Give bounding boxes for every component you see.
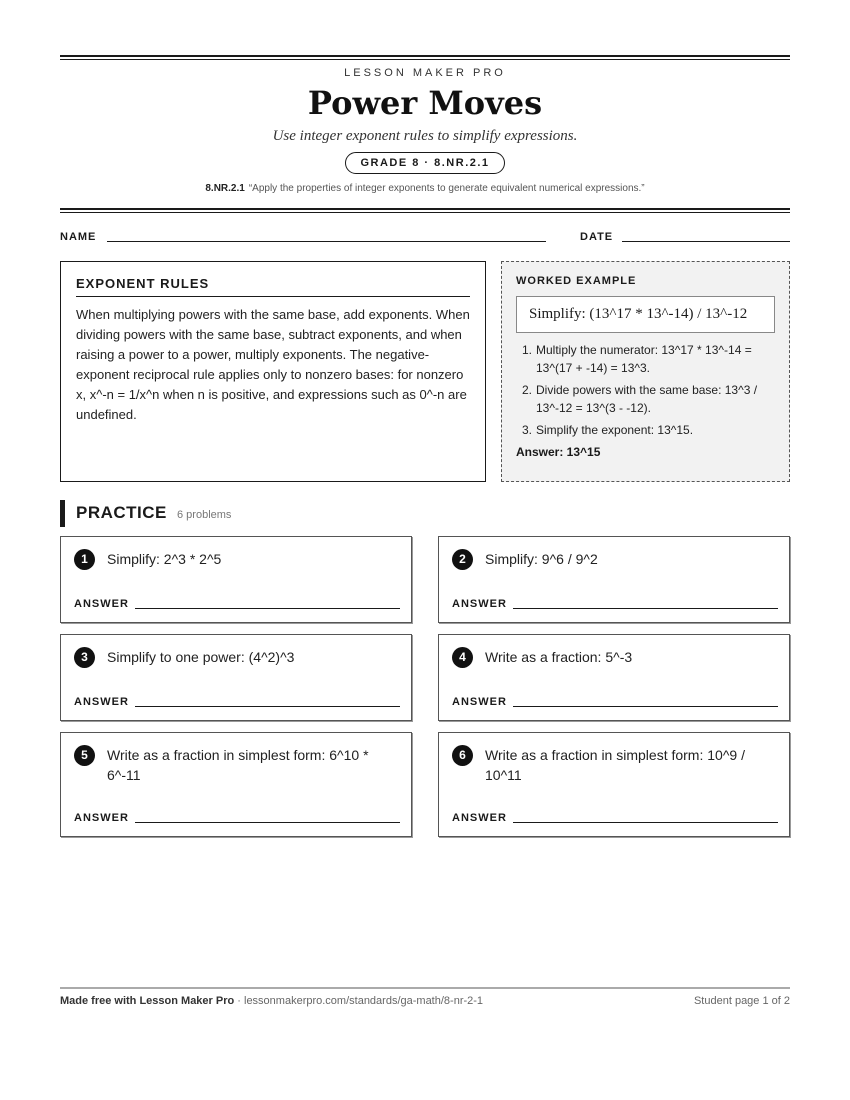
practice-accent-bar: [60, 500, 65, 527]
exponent-rules-box: [60, 261, 486, 482]
problem-number: 5: [74, 745, 95, 766]
problem-number: 4: [452, 647, 473, 668]
answer-field[interactable]: [135, 608, 400, 609]
worked-example-answer: Answer: 13^15: [516, 445, 601, 459]
problem-text: Simplify: 2^3 * 2^5: [107, 551, 222, 567]
rules-body: When multiplying powers with the same base, add exponents. When dividing powers with the same base, subtract exponents, and when raising a power to a power, multiply exponents. The negative-exponent reciprocal rule applies only to nonzero bases: for nonzero x, x^-n = 1/x^n when n is positive, and expressions such as 0^-n are undefined.: [76, 307, 470, 422]
problem-card: [60, 634, 412, 721]
header-top-rule: [60, 55, 790, 60]
worksheet-page: [60, 0, 790, 1100]
worked-example-steps: [516, 341, 775, 439]
name-field[interactable]: [107, 241, 546, 242]
worked-example-expression: Simplify: (13^17 * 13^-14) / 13^-12: [516, 296, 775, 333]
page-title: Power Moves: [307, 84, 543, 122]
practice-title: PRACTICE: [76, 503, 167, 522]
problem-text: Write as a fraction in simplest form: 6^10 * 6^-11: [107, 747, 369, 783]
worked-example-title: WORKED EXAMPLE: [516, 275, 637, 287]
problem-card: [438, 732, 790, 837]
answer-field[interactable]: [135, 822, 400, 823]
name-label: NAME: [60, 231, 97, 243]
problem-card: [60, 536, 412, 623]
footer-rule: [60, 987, 790, 989]
date-label: DATE: [580, 231, 614, 243]
worked-example-box: [501, 261, 790, 482]
problem-card: [438, 634, 790, 721]
footer-url[interactable]: · lessonmakerpro.com/standards/ga-math/8-nr-2-1: [234, 995, 484, 1007]
answer-label: ANSWER: [452, 598, 507, 610]
brand-name: LESSON MAKER PRO: [344, 67, 506, 79]
problem-card: [438, 536, 790, 623]
rules-title: EXPONENT RULES: [76, 276, 470, 297]
standard-line: [60, 183, 790, 194]
footer-page-number: Student page 1 of 2: [693, 995, 790, 1007]
answer-label: ANSWER: [452, 696, 507, 708]
answer-label: ANSWER: [74, 598, 129, 610]
problem-number: 3: [74, 647, 95, 668]
date-field[interactable]: [622, 241, 790, 242]
worked-step: 2. Divide powers with the same base: 13^3 / 13^-12 = 13^(3 - -12).: [522, 383, 758, 415]
footer-credit: [60, 995, 483, 1007]
answer-field[interactable]: [135, 706, 400, 707]
answer-field[interactable]: [513, 608, 778, 609]
page-subtitle: Use integer exponent rules to simplify expressions.: [272, 128, 578, 144]
answer-label: ANSWER: [452, 812, 507, 824]
standard-text: “Apply the properties of integer exponents to generate equivalent numerical expressions.”: [248, 183, 645, 194]
grade-badge-wrap: [60, 152, 790, 174]
footer-made-with: Made free with Lesson Maker Pro: [60, 995, 235, 1007]
problem-text: Write as a fraction in simplest form: 10^9 / 10^11: [485, 747, 745, 783]
problem-text: Simplify: 9^6 / 9^2: [485, 551, 598, 567]
problem-number: 1: [74, 549, 95, 570]
answer-field[interactable]: [513, 706, 778, 707]
standard-code: 8.NR.2.1: [205, 183, 245, 194]
worked-step: 1. Multiply the numerator: 13^17 * 13^-14 = 13^(17 + -14) = 13^3.: [522, 343, 752, 375]
answer-field[interactable]: [513, 822, 778, 823]
answer-label: ANSWER: [74, 696, 129, 708]
worked-step: 3. Simplify the exponent: 13^15.: [522, 423, 694, 437]
answer-label: ANSWER: [74, 812, 129, 824]
grade-badge: GRADE 8 · 8.NR.2.1: [345, 152, 504, 174]
problem-number: 6: [452, 745, 473, 766]
problem-number: 2: [452, 549, 473, 570]
problem-text: Simplify to one power: (4^2)^3: [107, 649, 295, 665]
problem-card: [60, 732, 412, 837]
header-bottom-rule: [60, 208, 790, 213]
practice-count: 6 problems: [177, 509, 232, 521]
problem-text: Write as a fraction: 5^-3: [485, 649, 633, 665]
